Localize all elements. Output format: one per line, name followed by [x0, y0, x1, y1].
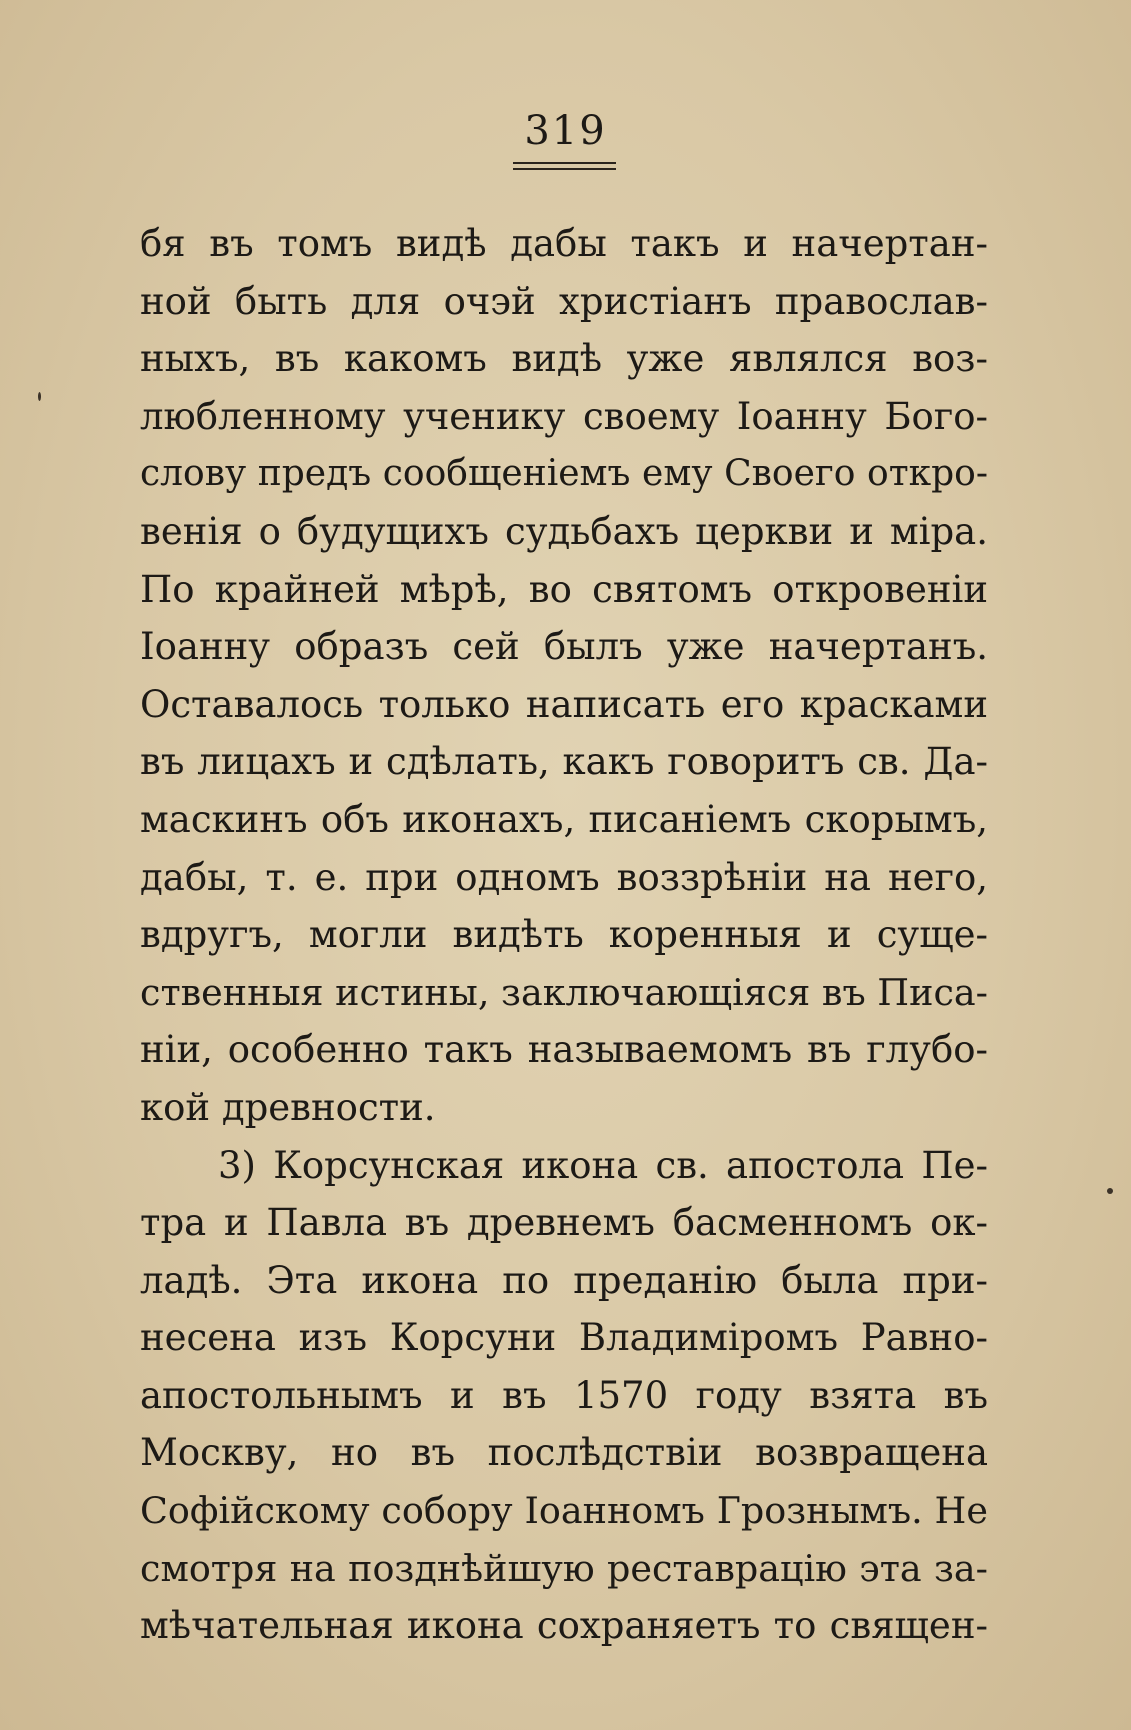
text-line: смотря на позднѣйшую реставрацію эта за- [140, 1546, 988, 1590]
text-line: По крайней мѣрѣ, во святомъ откровеніи [140, 567, 988, 611]
text-line: тра и Павла въ древнемъ басменномъ ок- [140, 1201, 988, 1245]
header-rule-top [513, 162, 616, 164]
text-line: апостольнымъ и въ 1570 году взята въ [140, 1373, 988, 1417]
text-line: ніи, особенно такъ называемомъ въ глубо- [140, 1028, 988, 1072]
paper-speck [1107, 1188, 1113, 1194]
text-line: Москву, но въ послѣдствіи возвращена [140, 1431, 988, 1475]
text-line: венія о будущихъ судьбахъ церкви и міра. [140, 509, 988, 553]
text-line: ной быть для очэй христіанъ православ- [140, 279, 988, 323]
text-line: дабы, т. е. при одномъ воззрѣніи на него, [140, 855, 988, 899]
text-line: кой древности. [140, 1085, 436, 1129]
text-line: Іоанну образъ сей былъ уже начертанъ. [140, 625, 988, 669]
text-line: слову предъ сообщеніемъ ему Своего откро- [140, 453, 988, 495]
body-text [140, 215, 988, 1655]
text-line: маскинъ объ иконахъ, писаніемъ скорымъ, [140, 797, 988, 841]
text-line: ственныя истины, заключающіяся въ Писа- [140, 970, 988, 1014]
paper-speck [38, 392, 41, 401]
text-line: несена изъ Корсуни Владиміромъ Равно- [140, 1316, 988, 1360]
text-line: Софійскому собору Іоанномъ Грознымъ. Не [140, 1489, 988, 1533]
text-line: ныхъ, въ какомъ видѣ уже являлся воз- [140, 337, 988, 381]
text-line: любленному ученику своему Іоанну Бого- [140, 394, 988, 438]
text-line: Оставалось только написать его красками [140, 682, 988, 726]
header-rule-bottom [513, 168, 616, 170]
text-line: 3) Корсунская икона св. апостола Пе- [218, 1143, 988, 1187]
text-line: ладѣ. Эта икона по преданію была при- [140, 1258, 988, 1302]
text-line: вдругъ, могли видѣть коренныя и суще- [140, 913, 988, 957]
page-number: 319 [524, 108, 607, 154]
text-line: бя въ томъ видѣ дабы такъ и начертан- [140, 222, 988, 265]
text-line: мѣчательная икона сохраняетъ то священ- [140, 1604, 988, 1648]
text-line: въ лицахъ и сдѣлать, какъ говоритъ св. Да- [140, 740, 988, 784]
